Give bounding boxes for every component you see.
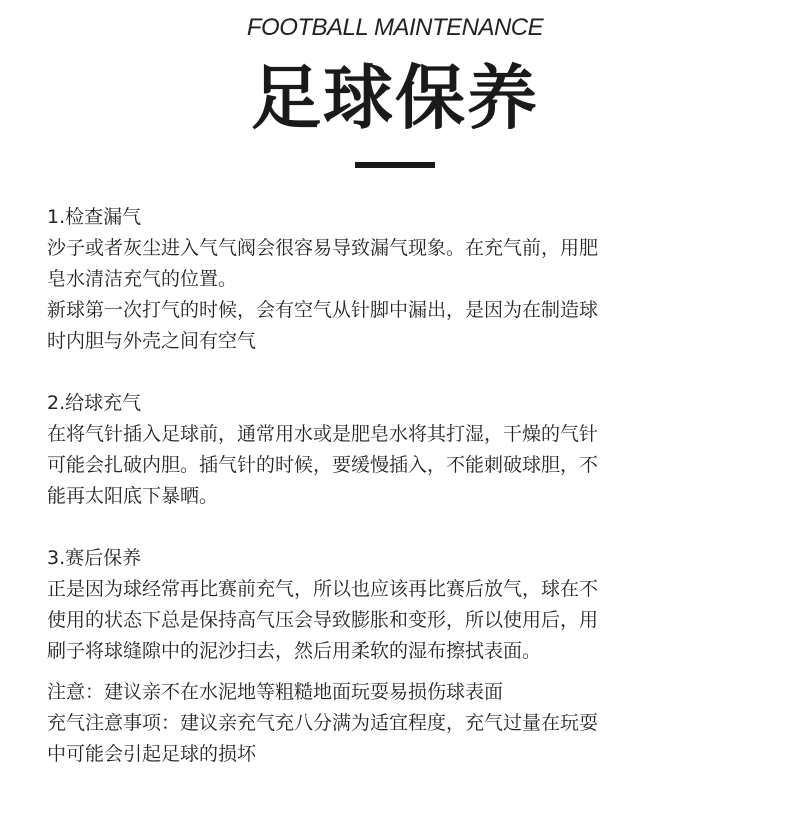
section-text-line: 刷子将球缝隙中的泥沙扫去，然后用柔软的湿布擦拭表面。 bbox=[47, 640, 542, 662]
page-title: 足球保养 bbox=[251, 57, 539, 139]
section-text-line: 时内胆与外壳之间有空气 bbox=[47, 330, 257, 352]
note-line: 充气注意事项：建议亲充气充八分满为适宜程度，充气过量在玩耍 bbox=[47, 712, 599, 734]
maintenance-content bbox=[47, 202, 747, 801]
section-heading: 1.检查漏气 bbox=[47, 206, 142, 228]
section-heading: 3.赛后保养 bbox=[47, 547, 142, 569]
section-inflation bbox=[47, 388, 747, 512]
section-text-line: 新球第一次打气的时候，会有空气从针脚中漏出，是因为在制造球 bbox=[47, 299, 599, 321]
page-subtitle: FOOTBALL MAINTENANCE bbox=[246, 14, 544, 41]
note-line: 注意：建议亲不在水泥地等粗糙地面玩耍易损伤球表面 bbox=[47, 681, 504, 703]
section-leak-check bbox=[47, 202, 747, 357]
section-text-line: 在将气针插入足球前，通常用水或是肥皂水将其打湿，干燥的气针 bbox=[47, 423, 599, 445]
section-text-line: 能再太阳底下暴晒。 bbox=[47, 485, 219, 507]
section-text-line: 皂水清洁充气的位置。 bbox=[47, 268, 238, 290]
notes-block bbox=[47, 677, 747, 770]
section-text-line: 正是因为球经常再比赛前充气，所以也应该再比赛后放气，球在不 bbox=[47, 578, 599, 600]
section-heading: 2.给球充气 bbox=[47, 392, 142, 414]
section-post-match bbox=[47, 543, 747, 667]
section-text-line: 使用的状态下总是保持高气压会导致膨胀和变形，所以使用后，用 bbox=[47, 609, 599, 631]
section-text-line: 可能会扎破内胆。插气针的时候，要缓慢插入，不能刺破球胆，不 bbox=[47, 454, 599, 476]
title-divider bbox=[355, 162, 435, 168]
section-text-line: 沙子或者灰尘进入气气阀会很容易导致漏气现象。在充气前，用肥 bbox=[47, 237, 599, 259]
note-line: 中可能会引起足球的损坏 bbox=[47, 743, 257, 765]
